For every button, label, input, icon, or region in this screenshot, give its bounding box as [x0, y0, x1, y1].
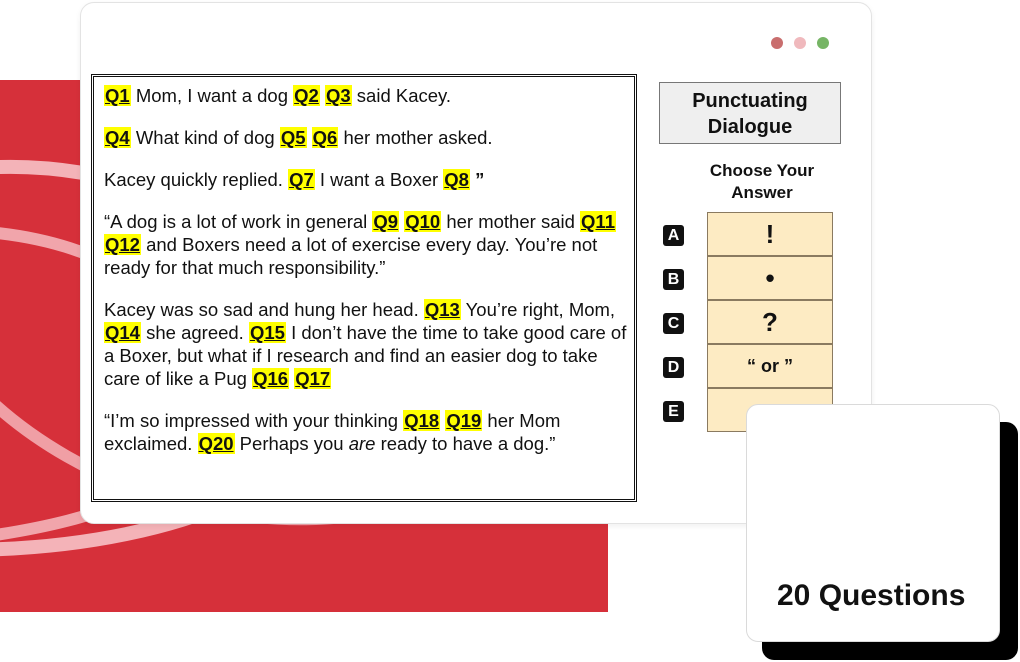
paragraph-6 [104, 409, 628, 455]
question-marker-q16[interactable]: Q16 [253, 368, 289, 389]
paragraph-1 [104, 84, 628, 107]
passage-text: I don’t have the time to take good care of a Boxer, but what if I research and find an easier dog to take care of like a Pug [104, 322, 627, 389]
passage-text: she agreed. [140, 322, 249, 343]
question-mark-choice[interactable]: ? [707, 300, 833, 344]
period-choice[interactable]: • [707, 256, 833, 300]
emphasis-text: are [348, 433, 376, 454]
question-count-card [746, 404, 1000, 642]
question-marker-q2[interactable]: Q2 [294, 85, 319, 106]
maximize-dot[interactable] [817, 37, 829, 49]
question-marker-q8[interactable]: Q8 [444, 169, 469, 190]
question-marker-q17[interactable]: Q17 [295, 368, 331, 389]
minimize-dot[interactable] [794, 37, 806, 49]
worksheet-title: Punctuating Dialogue [659, 82, 841, 144]
paragraph-3 [104, 168, 628, 191]
question-marker-q12[interactable]: Q12 [105, 234, 140, 255]
close-dot[interactable] [771, 37, 783, 49]
question-marker-q14[interactable]: Q14 [105, 322, 140, 343]
choose-answer-heading: Choose Your Answer [709, 161, 815, 202]
question-marker-q3[interactable]: Q3 [325, 85, 351, 106]
passage-text: her mother said [441, 211, 581, 232]
question-marker-q9[interactable]: Q9 [373, 211, 399, 232]
passage-text: said Kacey. [351, 85, 452, 106]
quotation-marks-choice[interactable]: “ or ” [707, 344, 833, 388]
question-marker-q18[interactable]: Q18 [404, 410, 440, 431]
closing-quote: ” [469, 169, 485, 190]
passage-text: Kacey quickly replied. [104, 169, 289, 190]
option-letter-badge: C [663, 313, 684, 334]
question-marker-q7[interactable]: Q7 [289, 169, 314, 190]
question-count-label: 20 Questions [777, 579, 966, 612]
question-marker-q20[interactable]: Q20 [198, 433, 234, 454]
question-marker-q15[interactable]: Q15 [249, 322, 285, 343]
option-letter-badge: E [663, 401, 684, 422]
question-marker-q13[interactable]: Q13 [424, 299, 460, 320]
passage-text: ready to have a dog.” [375, 433, 556, 454]
question-marker-q1[interactable]: Q1 [105, 85, 130, 106]
window-controls [771, 37, 829, 49]
option-letter-badge: A [663, 225, 684, 246]
paragraph-5 [104, 298, 628, 390]
dialogue-passage [91, 74, 637, 502]
passage-text: You’re right, Mom, [460, 299, 616, 320]
passage-text: “I’m so impressed with your thinking [104, 410, 404, 431]
passage-text: “A dog is a lot of work in general [104, 211, 373, 232]
passage-text: and Boxers need a lot of exercise every day. You’re not ready for that much responsibility.” [104, 234, 598, 278]
paragraph-4 [104, 210, 628, 279]
passage-text: I want a Boxer [314, 169, 444, 190]
passage-text: her mother asked. [338, 127, 493, 148]
question-marker-q5[interactable]: Q5 [280, 127, 306, 148]
passage-text: What kind of dog [130, 127, 280, 148]
question-marker-q19[interactable]: Q19 [446, 410, 482, 431]
option-letter-badge: B [663, 269, 684, 290]
passage-text: Kacey was so sad and hung her head. [104, 299, 424, 320]
worksheet-slide [91, 74, 851, 502]
exclamation-mark-choice[interactable]: ! [707, 212, 833, 256]
passage-text: Perhaps you [234, 433, 349, 454]
option-letter-badge: D [663, 357, 684, 378]
question-marker-q4[interactable]: Q4 [105, 127, 130, 148]
question-marker-q10[interactable]: Q10 [405, 211, 441, 232]
question-marker-q6[interactable]: Q6 [312, 127, 338, 148]
passage-text: her Mom exclaimed. [104, 410, 561, 454]
paragraph-2 [104, 126, 628, 149]
passage-text: Mom, I want a dog [130, 85, 294, 106]
question-marker-q11[interactable]: Q11 [581, 211, 615, 232]
